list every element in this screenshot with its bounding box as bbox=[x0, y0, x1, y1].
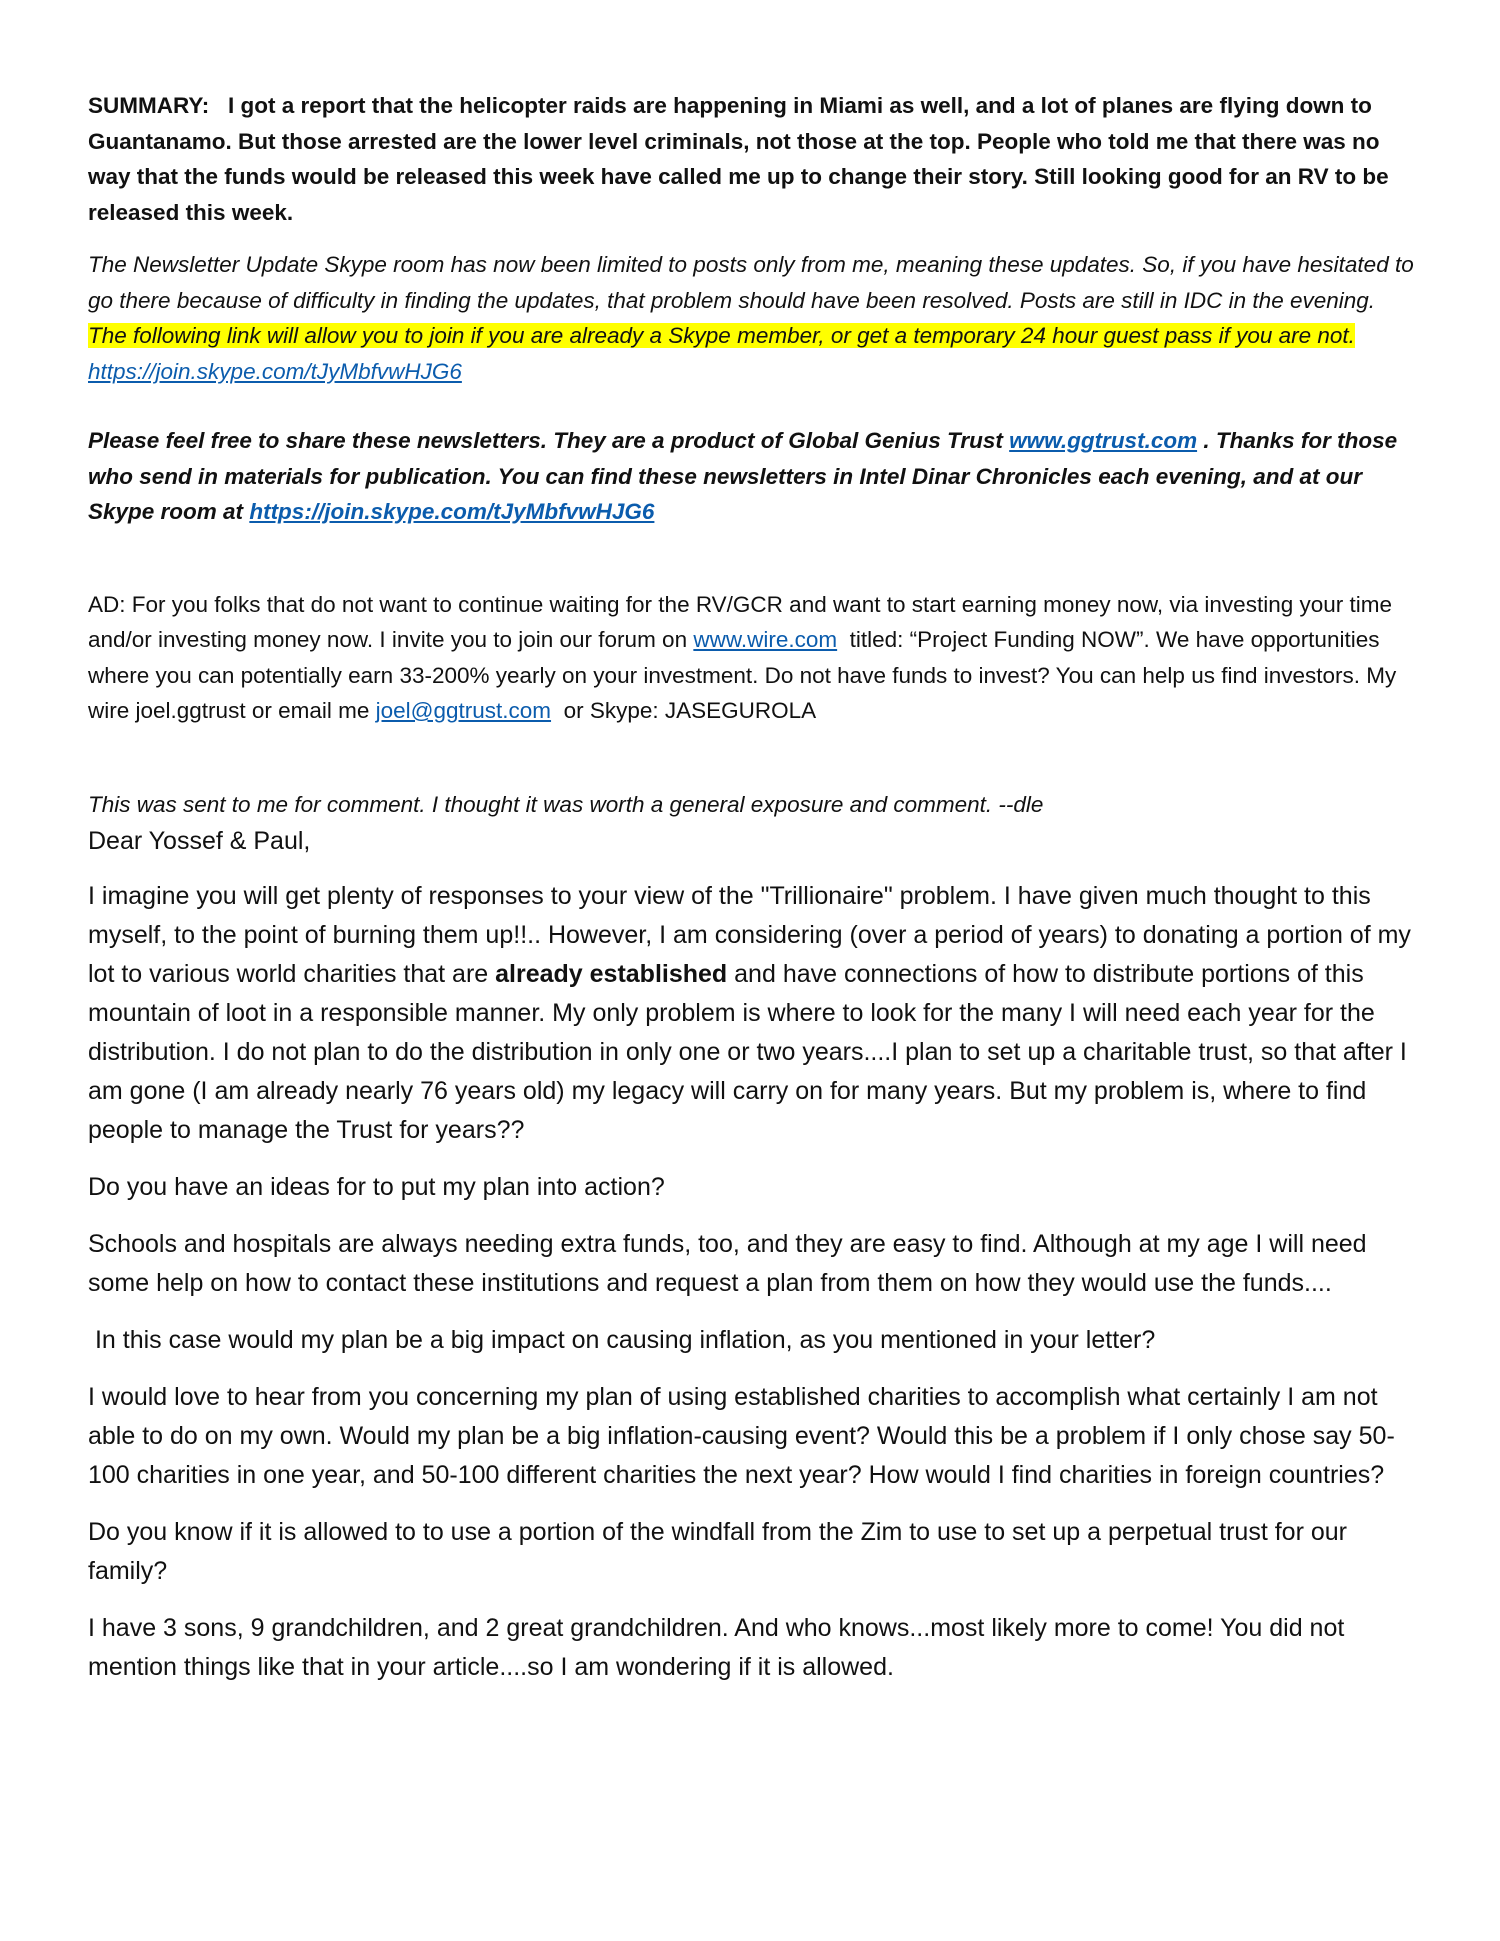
p1-text-a: I imagine you will get plenty of responses to your view of the "Trillionaire" problem. I have given much thought to this myself, to the point of burning them up!!.. However, I am considering (over a period of years) to donating a portion of my lot to various world charities that are bbox=[88, 882, 1411, 988]
skype-room-text: The Newsletter Update Skype room has now been limited to posts only from me, meaning these updates. So, if you have hesitated to go there because of difficulty in finding the updates, that problem should have been resolved. Posts are still in IDC in the evening. bbox=[88, 252, 1414, 313]
letter-paragraph-7: I have 3 sons, 9 grandchildren, and 2 great grandchildren. And who knows...most likely more to come! You did not mention things like that in your article....so I am wondering if it is allowed. bbox=[88, 1614, 1345, 1681]
letter-paragraph-3: Schools and hospitals are always needing extra funds, too, and they are easy to find. Although at my age I will need some help on how to contact these institutions and request a plan from them on how they would use the funds.... bbox=[88, 1230, 1367, 1297]
email-link[interactable]: joel@ggtrust.com bbox=[375, 698, 552, 723]
share-text-b: . Thanks for those who send in materials for publication. You can find these newsletters in Intel Dinar Chronicles each evening, and at our Skype room at bbox=[88, 428, 1398, 524]
letter-paragraph-4 bbox=[88, 1321, 1423, 1360]
ad-paragraph bbox=[88, 587, 1423, 729]
letter-paragraph-2: Do you have an ideas for to put my plan into action? bbox=[88, 1173, 665, 1201]
skype-join-link[interactable]: https://join.skype.com/tJyMbfvwHJG6 bbox=[88, 358, 462, 384]
letter-paragraph-6: Do you know if it is allowed to to use a portion of the windfall from the Zim to use to set up a perpetual trust for our family? bbox=[88, 1518, 1347, 1585]
ad-text-a: AD: For you folks that do not want to continue waiting for the RV/GCR and want to start earning money now, via investing your time and/or investing money now. I invite you to join our forum on bbox=[88, 591, 1393, 652]
p1-text-b: and have connections of how to distribute portions of this mountain of loot in a responsible manner. My only problem is where to look for the many I will need each year for the distribution. I do not plan to do the distribution in only one or two years....I plan to set up a charitable trust, so that after I am gone (I am already nearly 76 years old) my legacy will carry on for many years. But my problem is, where to find people to manage the Trust for years?? bbox=[88, 960, 1407, 1144]
letter-salutation: Dear Yossef & Paul, bbox=[88, 827, 311, 855]
p4-text: In this case would my plan be a big impact on causing inflation, as you mentioned in your letter? bbox=[94, 1326, 1156, 1354]
wire-link[interactable]: www.wire.com bbox=[693, 627, 838, 652]
skype-room-paragraph bbox=[88, 247, 1423, 389]
ad-text-b: titled: “Project Funding NOW”. We have opportunities where you can potentially earn 33-200% yearly on your investment. Do not have funds to invest? You can help us find investors. My wire joel.ggtrust or email me bbox=[88, 627, 1397, 723]
document-page bbox=[88, 88, 1423, 1687]
letter-intro: This was sent to me for comment. I thought it was worth a general exposure and comment. --dle bbox=[88, 791, 1044, 817]
summary-paragraph bbox=[88, 88, 1423, 230]
summary-label: SUMMARY: bbox=[88, 93, 210, 118]
letter-paragraph-1 bbox=[88, 877, 1423, 1150]
share-text-a: Please feel free to share these newsletters. They are a product of Global Genius Trust bbox=[88, 428, 1003, 453]
summary-text: I got a report that the helicopter raids are happening in Miami as well, and a lot of planes are flying down to Guantanamo. But those arrested are the lower level criminals, not those at the top. People who told me that there was no way that the funds would be released this week have called me up to change their story. Still looking good for an RV to be released this week. bbox=[88, 93, 1389, 225]
letter-paragraph-5: I would love to hear from you concerning my plan of using established charities to accomplish what certainly I am not able to do on my own. Would my plan be a big inflation-causing event? Would this be a problem if I only chose say 50-100 charities in one year, and 50-100 different charities the next year? How would I find charities in foreign countries? bbox=[88, 1383, 1395, 1489]
guest-pass-highlight: The following link will allow you to join if you are already a Skype member, or get a temporary 24 hour guest pass if you are not. bbox=[88, 323, 1355, 348]
skype-room-link[interactable]: https://join.skype.com/tJyMbfvwHJG6 bbox=[249, 499, 655, 524]
ad-text-c: or Skype: JASEGUROLA bbox=[563, 698, 817, 723]
share-paragraph bbox=[88, 423, 1423, 530]
ggtrust-link[interactable]: www.ggtrust.com bbox=[1009, 428, 1198, 453]
p1-bold-text: already established bbox=[495, 960, 728, 988]
